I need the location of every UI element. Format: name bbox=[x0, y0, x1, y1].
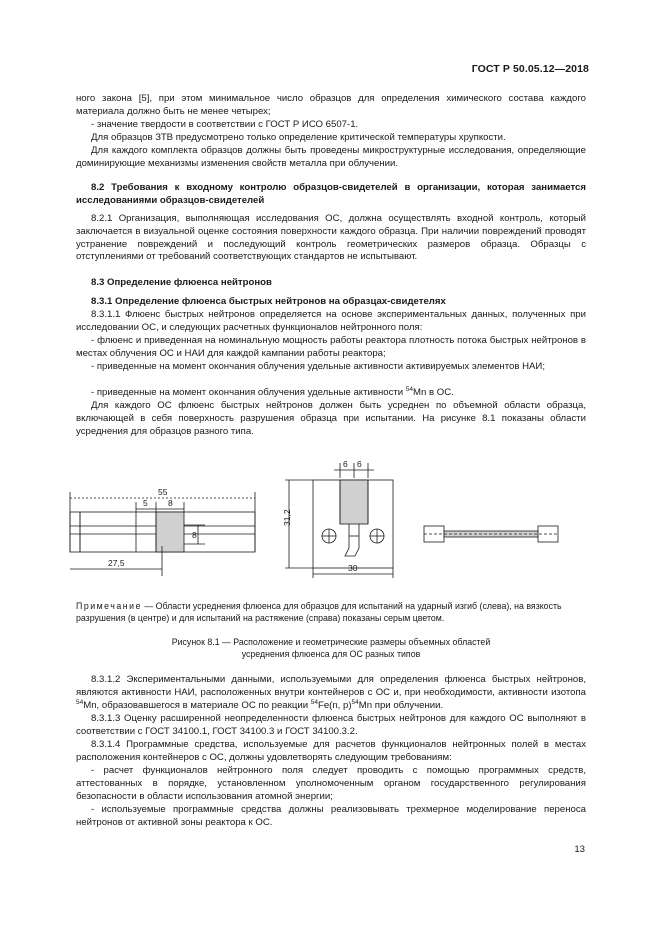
figure-caption bbox=[76, 636, 586, 660]
section-8-3-1-4-paragraph: 8.3.1.4 Программные средства, используемые для расчетов функционалов нейтронных полей в местах расположения контейнеров с ОС, должны удовлетворять следующим требованиям: bbox=[76, 739, 586, 763]
bullet-mn-tail: Mn в ОС. bbox=[413, 387, 454, 398]
bullet-mn-text: - приведенные на момент окончания облучения удельные активности bbox=[91, 387, 406, 398]
section-8-2-heading: 8.2 Требования к входному контролю образцов-свидетелей в организации, которая занимается исследованиями образцов-свидетелей bbox=[76, 182, 586, 206]
bullet-activities-mn bbox=[76, 387, 586, 400]
section-8-3-1-heading: 8.3.1 Определение флюенса быстрых нейтронов на образцах-свидетелях bbox=[91, 296, 446, 307]
s8312-text-3: Fe(n, p) bbox=[317, 699, 352, 711]
section-8-3-1-4-bullet-2: - используемые программные средства должны реализовывать трехмерное моделирование переноса нейтронов от активной зоны реактора к ОС. bbox=[76, 804, 586, 828]
caption-line-1: Рисунок 8.1 — Расположение и геометрические размеры объемных областей bbox=[171, 637, 491, 647]
section-8-3-1-1-paragraph: 8.3.1.1 Флюенс быстрых нейтронов определяется на основе экспериментальных данных, полученных при исследовании ОС, и следующих расчетных функционалов нейтронного поля: bbox=[76, 309, 586, 333]
intro-paragraph-2: Для образцов ЗТВ предусмотрено только определение критической температуры хрупкости. bbox=[91, 132, 506, 143]
dim-label-8: 8 bbox=[168, 498, 173, 508]
note-label: Примечание bbox=[76, 601, 142, 611]
caption-line-2: усреднения флюенса для ОС разных типов bbox=[241, 649, 421, 659]
figure-note bbox=[76, 600, 586, 624]
s8312-sup-3: 54 bbox=[351, 698, 359, 706]
fracture-notch bbox=[345, 524, 359, 556]
dim-label-6b: 6 bbox=[357, 459, 362, 469]
s8312-sup-2: 54 bbox=[310, 698, 318, 706]
figure-8-1 bbox=[60, 440, 580, 590]
dim-label-6a: 6 bbox=[343, 459, 348, 469]
dim-label-8-vertical: 8 bbox=[192, 530, 197, 540]
page-number: 13 bbox=[574, 844, 585, 855]
dim-label-27-5: 27,5 bbox=[108, 558, 125, 568]
impact-grip-left bbox=[70, 512, 80, 552]
section-8-3-1-3-paragraph: 8.3.1.3 Оценку расширенной неопределенности флюенса быстрых нейтронов для каждого ОС выполняют в соответствии с ГОСТ 34100.1, ГОСТ 34100.3 и ГОСТ 34100.3.2. bbox=[76, 713, 586, 737]
isotope-superscript: 54 bbox=[405, 386, 414, 393]
tensile-specimen-drawing bbox=[424, 526, 558, 542]
bullet-fluence: - флюенс и приведенная на номинальную мощность работы реактора плотность потока быстрых нейтронов в местах облучения ОС и НАИ для каждой кампании работы реактора; bbox=[76, 335, 586, 359]
section-8-2-1-paragraph: 8.2.1 Организация, выполняющая исследования ОС, должна осуществлять входной контроль, который заключается в визуальной оценке состояния поверхности каждого образца. При наличии повреждений проводят устранение повреждений и последующий контроль геометрических размеров образца. Образцы с отступлениями от требований соответствующих стандартов не испытывают. bbox=[76, 213, 586, 263]
dim-label-31-2: 31,2 bbox=[282, 509, 292, 526]
fracture-averaging-region bbox=[340, 480, 368, 524]
section-8-3-heading: 8.3 Определение флюенса нейтронов bbox=[91, 277, 272, 288]
s8312-text-1: 8.3.1.2 Экспериментальными данными, используемыми для определения флюенса быстрых нейтронов, являются активности НАИ, расположенных внутри контейнеров с ОС и, при необходимости, активности изотопа bbox=[76, 674, 586, 698]
impact-averaging-region bbox=[156, 512, 184, 552]
section-8-3-1-4-bullet-1: - расчет функционалов нейтронного поля следует проводить с помощью программных средств, аттестованных в порядке, установленном уполномоченным органом государственного регулирования безопасности в области использования атомной энергии; bbox=[76, 765, 586, 802]
s8312-sup-1: 54 bbox=[76, 698, 84, 706]
dim-label-55: 55 bbox=[158, 487, 168, 497]
dim-label-30: 30 bbox=[348, 563, 358, 573]
section-8-3-1-2-paragraph bbox=[76, 674, 586, 712]
intro-paragraph-3: Для каждого комплекта образцов должны быть проведены микроструктурные исследования, определяющие доминирующие механизмы изменения свойств металла при облучении. bbox=[76, 145, 586, 169]
s8312-text-2: Mn, образовавшегося в материале ОС по реакции bbox=[83, 699, 311, 711]
bullet-activities-nai: - приведенные на момент окончания облучения удельные активности активируемых элементов НАИ; bbox=[91, 361, 545, 372]
intro-continuation: ного закона [5], при этом минимальное число образцов для определения химического состава каждого материала должно быть не менее четырех; bbox=[76, 93, 586, 117]
fracture-specimen-drawing bbox=[285, 463, 393, 578]
intro-list-item: - значение твердости в соответствии с ГОСТ Р ИСО 6507-1. bbox=[91, 119, 359, 130]
s8312-text-4: Mn при облучении. bbox=[358, 699, 444, 711]
note-text: — Области усреднения флюенса для образцов для испытаний на ударный изгиб (слева), на вязкость разрушения (в центре) и для испытаний на растяжение (справа) показаны серым цветом. bbox=[76, 601, 562, 623]
dim-label-5: 5 bbox=[143, 498, 148, 508]
impact-specimen-drawing bbox=[70, 492, 255, 576]
section-8-3-1-1-paragraph-2: Для каждого ОС флюенс быстрых нейтронов должен быть усреднен по объемной области образца, включающей в себя поверхность разрушения образца при испытании. На рисунке 8.1 показаны области усреднения для образцов разного типа. bbox=[76, 400, 586, 437]
document-header: ГОСТ Р 50.05.12—2018 bbox=[471, 63, 589, 75]
